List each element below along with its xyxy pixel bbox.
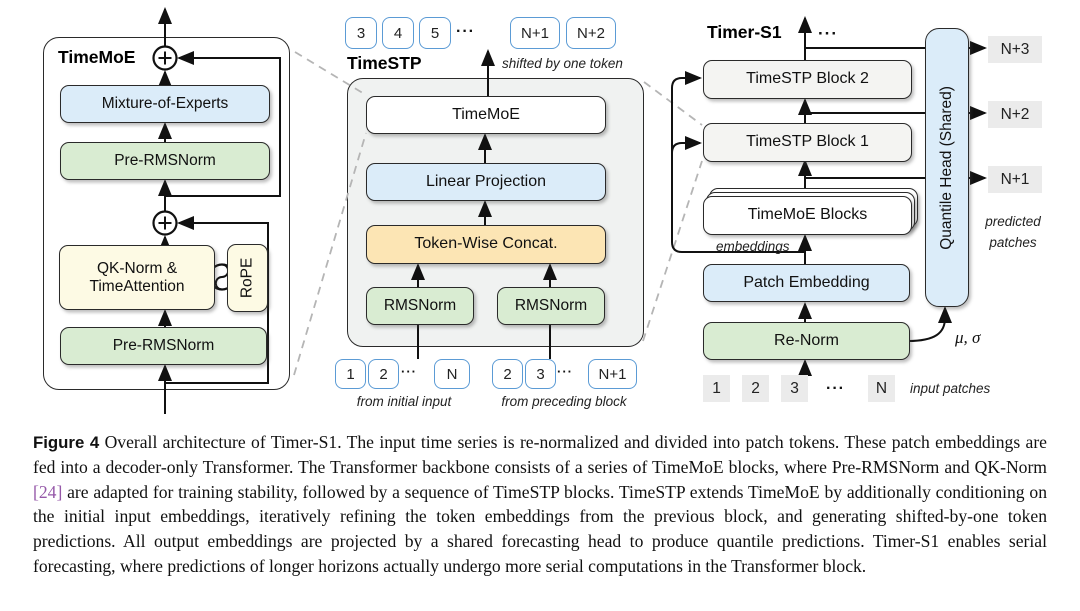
residual-add-icon-bottom xyxy=(154,212,177,235)
quantile-head-label: Quantile Head (Shared) xyxy=(938,85,956,250)
timemoe-box: TimeMoE xyxy=(366,96,606,134)
output-token-4: 4 xyxy=(382,17,414,49)
rmsnorm-left-box: RMSNorm xyxy=(366,287,474,325)
predicted-label-line2: patches xyxy=(989,234,1037,250)
residual-add-icon-top xyxy=(154,47,177,70)
pre-rmsnorm-bottom-box: Pre-RMSNorm xyxy=(60,327,267,365)
preceding-token-n1: N+1 xyxy=(588,359,637,389)
preceding-token-2: 2 xyxy=(492,359,523,389)
renorm-box: Re-Norm xyxy=(703,322,910,360)
predicted-label-line1: predicted xyxy=(985,214,1041,229)
token-wise-concat-box: Token-Wise Concat. xyxy=(366,225,606,264)
shifted-by-one-token-note: shifted by one token xyxy=(502,56,623,71)
output-patch-n1: N+1 xyxy=(988,166,1042,193)
input-patch-2: 2 xyxy=(742,375,769,402)
output-patch-n3: N+3 xyxy=(988,36,1042,63)
output-patch-n2: N+2 xyxy=(988,101,1042,128)
preceding-token-3: 3 xyxy=(525,359,556,389)
mu-sigma-label: μ, σ xyxy=(955,328,981,347)
timer-s1-ellipsis: ··· xyxy=(818,24,838,43)
input-patch-3: 3 xyxy=(781,375,808,402)
input-token-ellipsis-left: ··· xyxy=(401,364,417,379)
output-token-5: 5 xyxy=(419,17,451,49)
input-patch-1: 1 xyxy=(703,375,730,402)
timestp-block1-box: TimeSTP Block 1 xyxy=(703,123,912,162)
rope-label: RoPE xyxy=(238,257,256,299)
input-patches-label: input patches xyxy=(910,381,991,396)
timestp-panel-title: TimeSTP xyxy=(347,53,422,73)
predicted-patches-label xyxy=(977,212,1049,254)
rope-box xyxy=(227,244,268,312)
input-token-1: 1 xyxy=(335,359,366,389)
caption-text-after-citation: are adapted for training stability, followed by a sequence of TimeSTP blocks. TimeSTP extends TimeMoE by additionally conditioning on the initial input embeddings, iteratively refining the token embeddings from the previous block, and generating shifted-by-one token predictions. All output embeddings are projected by a shared forecasting head to produce quantile predictions. Timer-S1 enables serial forecasting, where predictions of longer horizons actually undergo more serial computations in the Transformer block. xyxy=(33,481,1047,576)
figure-caption xyxy=(33,430,1047,579)
output-token-ellipsis: ··· xyxy=(456,23,475,40)
qk-norm-timeattention-box xyxy=(59,245,215,310)
output-token-3: 3 xyxy=(345,17,377,49)
quantile-head-box xyxy=(925,28,969,307)
linear-projection-box: Linear Projection xyxy=(366,163,606,201)
timer-s1-title: Timer-S1 xyxy=(707,22,782,42)
mixture-of-experts-box: Mixture-of-Experts xyxy=(60,85,270,123)
from-preceding-block-label: from preceding block xyxy=(501,394,627,409)
embeddings-label: embeddings xyxy=(716,239,790,254)
output-token-n2: N+2 xyxy=(566,17,616,49)
input-token-2: 2 xyxy=(368,359,399,389)
qk-norm-line1: QK-Norm & xyxy=(96,259,178,277)
qk-norm-line2: TimeAttention xyxy=(89,277,185,295)
timemoe-panel-title: TimeMoE xyxy=(58,47,136,67)
timemoe-blocks-box: TimeMoE Blocks xyxy=(703,196,912,235)
figure-number-label: Figure 4 xyxy=(33,433,100,452)
input-patch-ellipsis: ··· xyxy=(826,380,845,397)
timestp-block2-box: TimeSTP Block 2 xyxy=(703,60,912,99)
input-patch-n: N xyxy=(868,375,895,402)
input-token-n: N xyxy=(434,359,470,389)
rmsnorm-right-box: RMSNorm xyxy=(497,287,605,325)
output-token-n1: N+1 xyxy=(510,17,560,49)
pre-rmsnorm-top-box: Pre-RMSNorm xyxy=(60,142,270,180)
caption-text-before-citation: Overall architecture of Timer-S1. The input time series is re-normalized and divided into patch tokens. These patch embeddings are fed into a decoder-only Transformer. The Transformer backbone consists of a series of TimeMoE blocks, where Pre-RMSNorm and QK-Norm xyxy=(33,432,1047,477)
input-token-ellipsis-right: ··· xyxy=(557,364,573,379)
patch-embedding-box: Patch Embedding xyxy=(703,264,910,302)
citation-24-link[interactable]: [24] xyxy=(33,481,63,502)
from-initial-input-label: from initial input xyxy=(356,394,452,409)
